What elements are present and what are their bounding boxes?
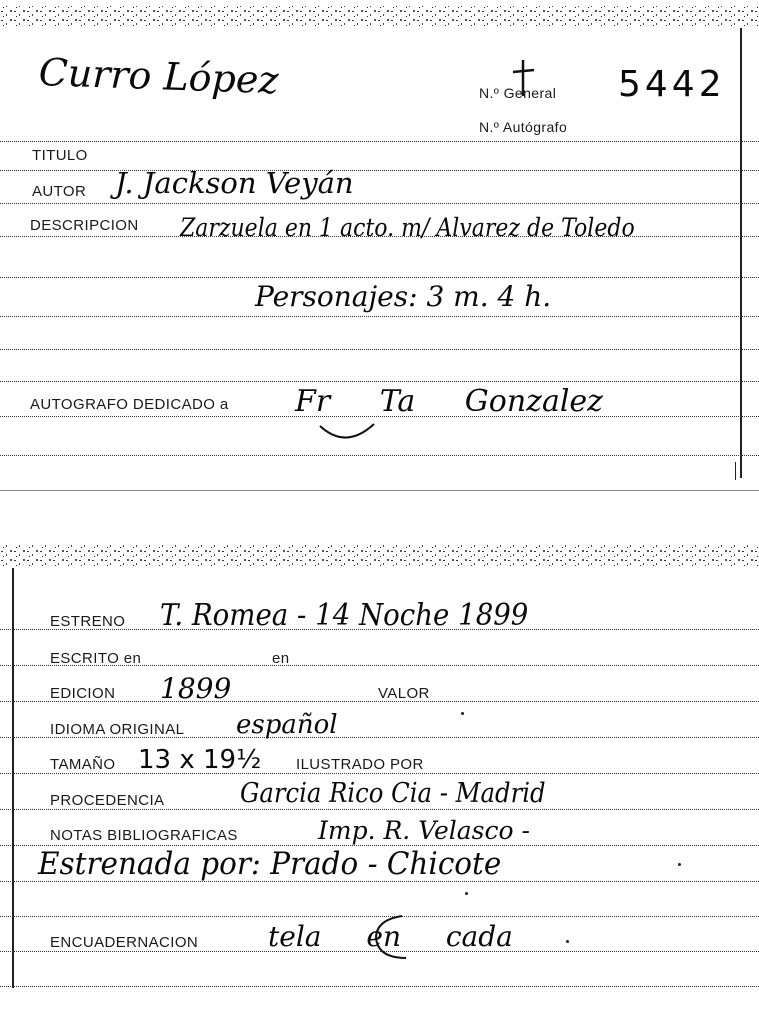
ruled-line xyxy=(0,773,759,774)
ruled-line xyxy=(0,986,759,987)
general-number-label: N.º General xyxy=(479,85,557,101)
autor-label: AUTOR xyxy=(32,183,87,200)
autografo-number-label: N.º Autógrafo xyxy=(479,119,568,135)
idioma-label: IDIOMA ORIGINAL xyxy=(50,721,185,738)
scan-noise-band xyxy=(0,0,759,40)
card-bottom-edge xyxy=(0,490,759,491)
valor-label: VALOR xyxy=(378,685,430,702)
ink-dot xyxy=(461,712,464,715)
procedencia-label: PROCEDENCIA xyxy=(50,792,165,809)
encuadernacion-label: ENCUADERNACION xyxy=(50,934,199,951)
edicion-value: 1899 xyxy=(160,672,232,705)
ilustrado-label: ILUSTRADO POR xyxy=(296,756,424,773)
escrito-label: ESCRITO en xyxy=(50,650,142,667)
encuadernacion-value: tela en cada xyxy=(268,920,513,953)
descripcion-value: Zarzuela en 1 acto. m/ Alvarez de Toledo xyxy=(180,213,635,242)
autor-value: J. Jackson Veyán xyxy=(115,166,354,200)
ink-dot xyxy=(566,940,569,943)
ruled-line xyxy=(0,349,759,350)
ruled-line xyxy=(0,170,759,171)
procedencia-value: Garcia Rico Cia - Madrid xyxy=(240,778,546,809)
idioma-value: español xyxy=(236,710,338,740)
ink-dot xyxy=(465,892,468,895)
estreno-value: T. Romea - 14 Noche 1899 xyxy=(160,598,529,633)
punch-hole-mark-icon xyxy=(318,420,378,446)
dedicado-label: AUTOGRAFO DEDICADO a xyxy=(30,396,229,413)
tamano-value: 13 x 19½ xyxy=(138,745,262,775)
titulo-label: TITULO xyxy=(32,147,88,164)
ruled-line xyxy=(0,203,759,204)
tamano-label: TAMAÑO xyxy=(50,756,116,773)
notas-label: NOTAS BIBLIOGRAFICAS xyxy=(50,827,238,844)
ruled-line xyxy=(0,455,759,456)
ruled-line xyxy=(0,381,759,382)
top-catalog-card xyxy=(0,0,759,492)
estrenada-value: Estrenada por: Prado - Chicote xyxy=(38,846,502,882)
scan-noise-band xyxy=(0,540,759,578)
ruled-line xyxy=(0,809,759,810)
card-left-edge xyxy=(12,568,14,988)
edicion-label: EDICION xyxy=(50,685,116,702)
notas-value: Imp. R. Velasco - xyxy=(318,816,530,845)
card-tick-mark xyxy=(735,462,736,480)
punch-hole-mark-icon xyxy=(372,914,416,962)
dedicado-value: Fr Ta Gonzalez xyxy=(295,384,603,419)
general-number-value: 5442 xyxy=(618,64,726,105)
ruled-line xyxy=(0,277,759,278)
ruled-line xyxy=(0,316,759,317)
handwritten-title: Curro López xyxy=(38,50,280,103)
card-right-edge xyxy=(740,28,742,478)
escrito-en-label: en xyxy=(272,650,290,667)
descripcion-label: DESCRIPCION xyxy=(30,217,139,234)
bottom-catalog-card xyxy=(0,540,759,1028)
estreno-label: ESTRENO xyxy=(50,613,126,630)
ruled-line xyxy=(0,141,759,142)
personajes-value: Personajes: 3 m. 4 h. xyxy=(255,280,552,313)
ink-dot xyxy=(678,863,681,866)
